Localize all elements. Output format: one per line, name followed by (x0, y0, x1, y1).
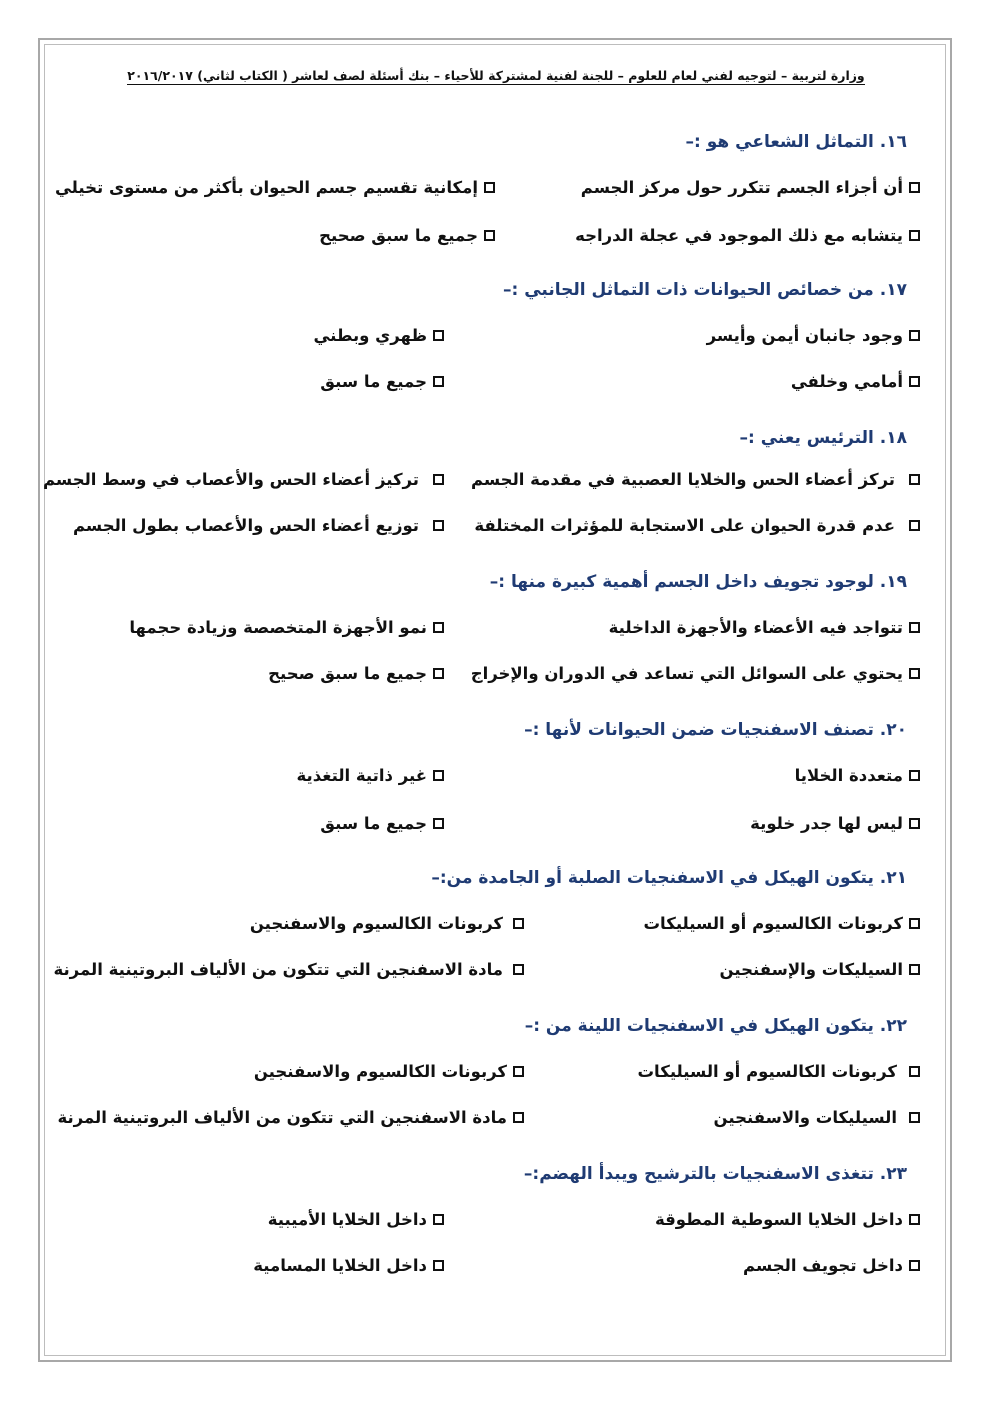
page-header (120, 68, 872, 85)
checkbox-icon[interactable] (909, 1214, 920, 1225)
option-21-b[interactable]: كربونات الكالسيوم والاسفنجين (250, 914, 524, 933)
checkbox-icon[interactable] (909, 668, 920, 679)
checkbox-icon[interactable] (909, 376, 920, 387)
question-22: ٢٢. يتكون الهيكل في الاسفنجيات اللينة من :– (524, 1016, 907, 1036)
option-20-a[interactable]: متعددة الخلايا (795, 766, 920, 785)
checkbox-icon[interactable] (433, 622, 444, 633)
checkbox-icon[interactable] (909, 1112, 920, 1123)
option-23-b[interactable]: داخل الخلايا الأميبية (268, 1210, 444, 1229)
checkbox-icon[interactable] (433, 474, 444, 485)
checkbox-icon[interactable] (484, 182, 495, 193)
option-18-b[interactable]: تركيز أعضاء الحس والأعصاب في وسط الجسم (43, 470, 444, 489)
option-21-d[interactable]: مادة الاسفنجين التي تتكون من الألياف البروتينية المرنة (53, 960, 524, 979)
option-21-c[interactable]: السيليكات والإسفنجين (720, 960, 920, 979)
option-16-b[interactable]: إمكانية تقسيم جسم الحيوان بأكثر من مستوى تخيلي (55, 178, 495, 197)
option-20-c[interactable]: ليس لها جدر خلوية (750, 814, 920, 833)
checkbox-icon[interactable] (433, 520, 444, 531)
option-23-d[interactable]: داخل الخلايا المسامية (253, 1256, 444, 1275)
checkbox-icon[interactable] (909, 1066, 920, 1077)
checkbox-icon[interactable] (909, 474, 920, 485)
option-17-d[interactable]: جميع ما سبق (320, 372, 444, 391)
question-17: ١٧. من خصائص الحيوانات ذات التماثل الجانبي :– (503, 280, 907, 300)
option-18-c[interactable]: عدم قدرة الحيوان على الاستجابة للمؤثرات المختلفة (474, 516, 920, 535)
question-21: ٢١. يتكون الهيكل في الاسفنجيات الصلبة أو الجامدة من:– (431, 868, 907, 888)
checkbox-icon[interactable] (433, 1260, 444, 1271)
option-18-d[interactable]: توزيع أعضاء الحس والأعصاب بطول الجسم (73, 516, 444, 535)
option-21-a[interactable]: كربونات الكالسيوم أو السيليكات (643, 914, 920, 933)
checkbox-icon[interactable] (433, 770, 444, 781)
option-23-a[interactable]: داخل الخلايا السوطية المطوقة (655, 1210, 920, 1229)
checkbox-icon[interactable] (433, 330, 444, 341)
question-16: ١٦. التماثل الشعاعي هو :– (685, 132, 907, 152)
checkbox-icon[interactable] (909, 230, 920, 241)
option-17-c[interactable]: أمامي وخلفي (791, 372, 920, 391)
checkbox-icon[interactable] (433, 376, 444, 387)
checkbox-icon[interactable] (909, 622, 920, 633)
option-23-c[interactable]: داخل تجويف الجسم (743, 1256, 920, 1275)
option-16-d[interactable]: جميع ما سبق صحيح (319, 226, 495, 245)
option-22-a[interactable]: كربونات الكالسيوم أو السيليكات (637, 1062, 920, 1081)
checkbox-icon[interactable] (513, 1112, 524, 1123)
option-16-c[interactable]: يتشابه مع ذلك الموجود في عجلة الدراجه (575, 226, 920, 245)
question-18: ١٨. الترئيس يعني :– (739, 428, 907, 448)
checkbox-icon[interactable] (909, 520, 920, 531)
header-title: وزارة لتربية – لتوجيه لفني لعام للعلوم – للجنة لفنية لمشتركة للأحياء – بنك أسئلة لصف لعاشر ( الكتاب لثاني) ٢٠١٦/٢٠١٧ (127, 68, 865, 83)
checkbox-icon[interactable] (513, 918, 524, 929)
checkbox-icon[interactable] (513, 964, 524, 975)
option-22-d[interactable]: مادة الاسفنجين التي تتكون من الألياف البروتينية المرنة (57, 1108, 524, 1127)
question-23: ٢٣. تتغذى الاسفنجيات بالترشيح ويبدأ الهضم:– (523, 1164, 907, 1184)
question-19: ١٩. لوجود تجويف داخل الجسم أهمية كبيرة منها :– (489, 572, 907, 592)
checkbox-icon[interactable] (909, 964, 920, 975)
question-20: ٢٠. تصنف الاسفنجيات ضمن الحيوانات لأنها :– (524, 720, 907, 740)
checkbox-icon[interactable] (909, 918, 920, 929)
option-20-b[interactable]: غير ذاتية التغذية (297, 766, 444, 785)
option-20-d[interactable]: جميع ما سبق (320, 814, 444, 833)
checkbox-icon[interactable] (909, 770, 920, 781)
checkbox-icon[interactable] (909, 818, 920, 829)
option-19-a[interactable]: تتواجد فيه الأعضاء والأجهزة الداخلية (609, 618, 920, 637)
option-17-b[interactable]: ظهري وبطني (313, 326, 444, 345)
option-16-a[interactable]: أن أجزاء الجسم تتكرر حول مركز الجسم (581, 178, 920, 197)
option-22-b[interactable]: كربونات الكالسيوم والاسفنجين (254, 1062, 524, 1081)
checkbox-icon[interactable] (433, 818, 444, 829)
checkbox-icon[interactable] (433, 668, 444, 679)
checkbox-icon[interactable] (909, 182, 920, 193)
checkbox-icon[interactable] (484, 230, 495, 241)
option-19-b[interactable]: نمو الأجهزة المتخصصة وزيادة حجمها (129, 618, 444, 637)
option-19-c[interactable]: يحتوي على السوائل التي تساعد في الدوران والإخراج (471, 664, 920, 683)
option-19-d[interactable]: جميع ما سبق صحيح (268, 664, 444, 683)
option-17-a[interactable]: وجود جانبان أيمن وأيسر (707, 326, 920, 345)
checkbox-icon[interactable] (433, 1214, 444, 1225)
option-22-c[interactable]: السيليكات والاسفنجين (714, 1108, 920, 1127)
checkbox-icon[interactable] (513, 1066, 524, 1077)
option-18-a[interactable]: تركز أعضاء الحس والخلايا العصبية في مقدمة الجسم (471, 470, 920, 489)
checkbox-icon[interactable] (909, 1260, 920, 1271)
checkbox-icon[interactable] (909, 330, 920, 341)
